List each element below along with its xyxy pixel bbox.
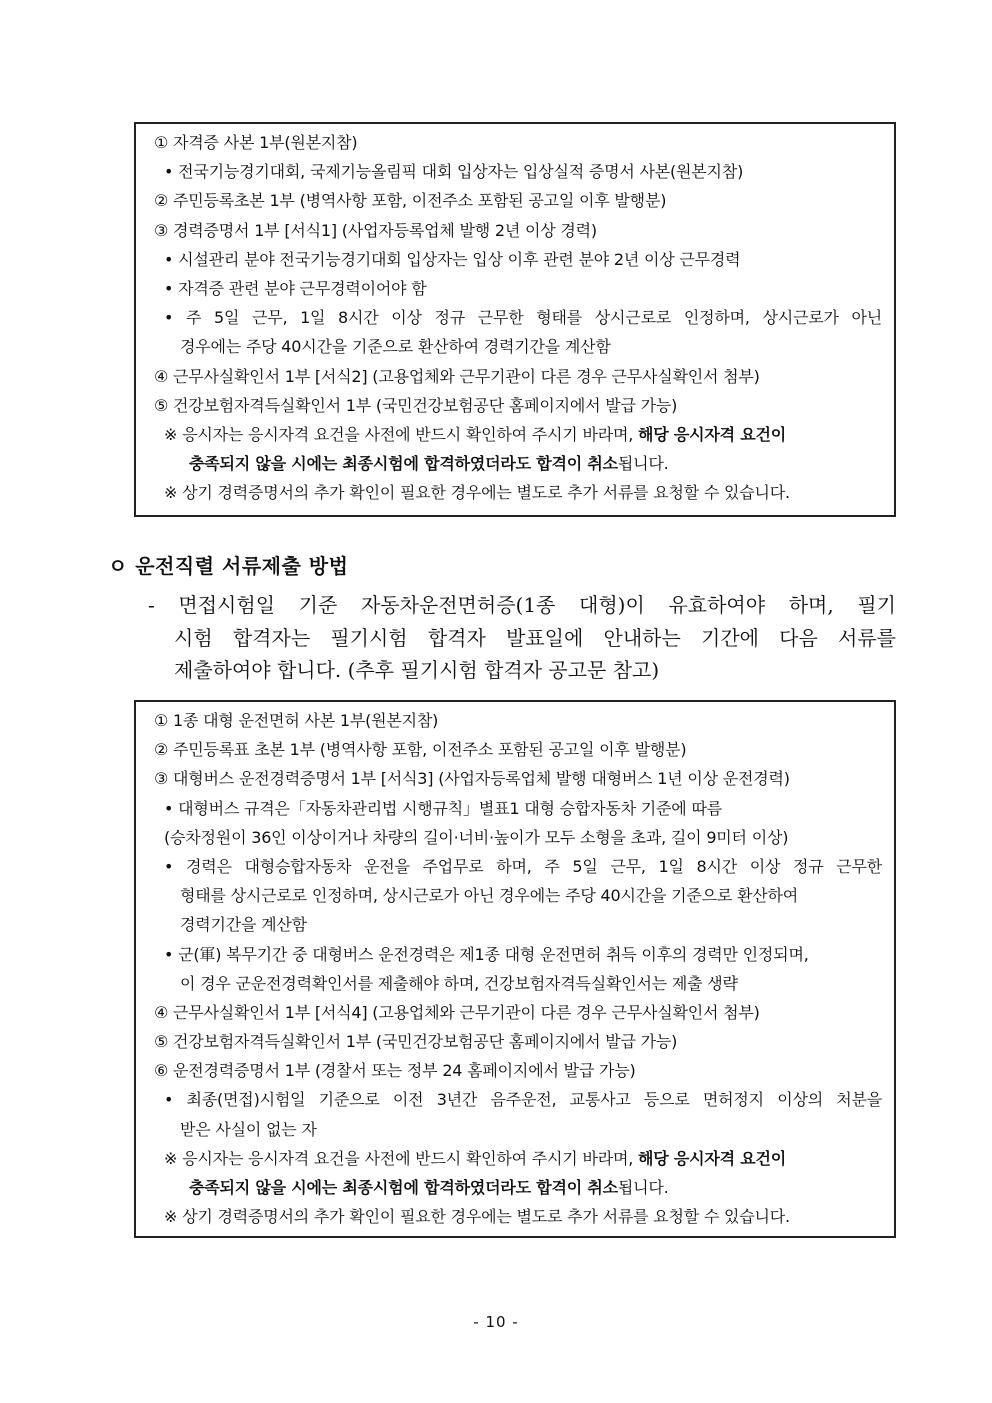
notice-line bbox=[154, 420, 882, 449]
notice-line bbox=[154, 1173, 882, 1202]
list-item: 경우에는 주당 40시간을 기준으로 환산하여 경력기간을 계산함 bbox=[180, 337, 611, 357]
section-paragraph-line: 시험 합격자는 필기시험 합격자 발표일에 안내하는 기간에 다음 서류를 bbox=[174, 626, 896, 650]
notice-line: ※ 상기 경력증명서의 추가 확인이 필요한 경우에는 별도로 추가 서류를 요청할 수 있습니다. bbox=[164, 1207, 790, 1227]
list-item: ⑥ 운전경력증명서 1부 (경찰서 또는 정부 24 홈페이지에서 발급 가능) bbox=[154, 1061, 636, 1081]
notice-emphasis: 해당 응시자격 요건이 bbox=[637, 1148, 787, 1168]
notice-line bbox=[154, 449, 882, 478]
list-item: • 대형버스 규격은「자동차관리법 시행규칙」별표1 대형 승합자동차 기준에 따름 bbox=[164, 798, 722, 818]
requirements-box-general bbox=[134, 122, 896, 517]
list-item: • 자격증 관련 분야 근무경력이어야 함 bbox=[164, 278, 427, 298]
list-item: ② 주민등록초본 1부 (병역사항 포함, 이전주소 포함된 공고일 이후 발행분) bbox=[154, 191, 667, 211]
list-item: ④ 근무사실확인서 1부 [서식2] (고용업체와 근무기관이 다른 경우 근무사실확인서 첨부) bbox=[154, 366, 760, 386]
list-item: 형태를 상시근로로 인정하며, 상시근로가 아닌 경우에는 주당 40시간을 기준으로 환산하여 bbox=[180, 886, 799, 906]
list-item: ⑤ 건강보험자격득실확인서 1부 (국민건강보험공단 홈페이지에서 발급 가능) bbox=[154, 1032, 678, 1052]
list-item: 경력기간을 계산함 bbox=[180, 915, 307, 935]
page-number: - 10 - bbox=[473, 1313, 519, 1331]
list-item: 받은 사실이 없는 자 bbox=[180, 1119, 317, 1139]
notice-line: ※ 상기 경력증명서의 추가 확인이 필요한 경우에는 별도로 추가 서류를 요청할 수 있습니다. bbox=[164, 483, 790, 503]
list-item: • 전국기능경기대회, 국제기능올림픽 대회 입상자는 입상실적 증명서 사본(원본지참) bbox=[164, 162, 744, 182]
list-item: • 군(軍) 복무기간 중 대형버스 운전경력은 제1종 대형 운전면허 취득 이후의 경력만 인정되며, bbox=[164, 944, 809, 964]
section-paragraph-line: - 면접시험일 기준 자동차운전면허증(1종 대형)이 유효하여야 하며, 필기 bbox=[148, 593, 896, 617]
list-item: ① 자격증 사본 1부(원본지참) bbox=[154, 133, 358, 152]
list-item: ② 주민등록표 초본 1부 (병역사항 포함, 이전주소 포함된 공고일 이후 발행분) bbox=[154, 740, 687, 760]
list-item: ③ 대형버스 운전경력증명서 1부 [서식3] (사업자등록업체 발행 대형버스 1년 이상 운전경력) bbox=[154, 769, 790, 789]
list-item: ④ 근무사실확인서 1부 [서식4] (고용업체와 근무기관이 다른 경우 근무사실확인서 첨부) bbox=[154, 1002, 760, 1022]
list-item: • 주 5일 근무, 1일 8시간 이상 정규 근무한 형태를 상시근로로 인정하며, 상시근로가 아닌 bbox=[164, 308, 882, 328]
notice-emphasis: 충족되지 않을 시에는 최종시험에 합격하였더라도 합격이 취소 bbox=[189, 1178, 618, 1197]
notice-emphasis: 해당 응시자격 요건이 bbox=[637, 424, 787, 444]
notice-line bbox=[154, 1144, 882, 1173]
list-item: 이 경우 군운전경력확인서를 제출해야 하며, 건강보험자격득실확인서는 제출 생략 bbox=[180, 973, 738, 993]
notice-text: ※ 응시자는 응시자격 요건을 사전에 반드시 확인하여 주시기 바라며, bbox=[164, 1148, 638, 1168]
notice-text: ※ 응시자는 응시자격 요건을 사전에 반드시 확인하여 주시기 바라며, bbox=[164, 424, 638, 444]
notice-text: 됩니다. bbox=[617, 1178, 669, 1197]
list-item: ③ 경력증명서 1부 [서식1] (사업자등록업체 발행 2년 이상 경력) bbox=[154, 220, 597, 240]
requirements-box-driver bbox=[134, 700, 896, 1238]
list-item: ⑤ 건강보험자격득실확인서 1부 (국민건강보험공단 홈페이지에서 발급 가능) bbox=[154, 395, 678, 415]
section-paragraph-line: 제출하여야 합니다. (추후 필기시험 합격자 공고문 참고) bbox=[174, 658, 660, 682]
list-item: • 최종(면접)시험일 기준으로 이전 3년간 음주운전, 교통사고 등으로 면허정지 이상의 처분을 bbox=[164, 1090, 882, 1110]
list-item: • 경력은 대형승합자동차 운전을 주업무로 하며, 주 5일 근무, 1일 8시간 이상 정규 근무한 bbox=[164, 856, 882, 876]
section-heading: ㅇ 운전직렬 서류제출 방법 bbox=[108, 554, 349, 578]
list-item: • 시설관리 분야 전국기능경기대회 입상자는 입상 이후 관련 분야 2년 이상 근무경력 bbox=[164, 249, 741, 269]
list-item: ① 1종 대형 운전면허 사본 1부(원본지참) bbox=[154, 711, 439, 730]
notice-text: 됩니다. bbox=[617, 454, 669, 474]
notice-emphasis: 충족되지 않을 시에는 최종시험에 합격하였더라도 합격이 취소 bbox=[189, 454, 618, 474]
list-item: (승차정원이 36인 이상이거나 차량의 길이·너비·높이가 모두 소형을 초과, 길이 9미터 이상) bbox=[164, 827, 789, 847]
